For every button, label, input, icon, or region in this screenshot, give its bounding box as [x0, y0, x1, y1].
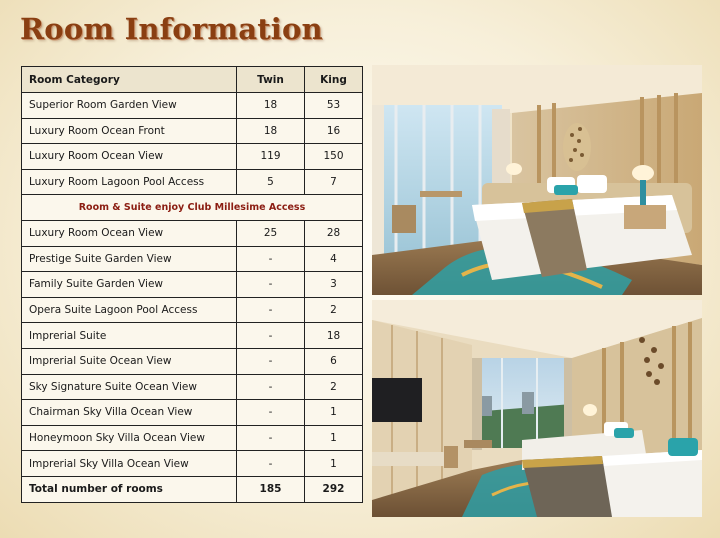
king-count: 2 — [305, 374, 363, 400]
king-count: 28 — [305, 220, 363, 246]
king-count: 4 — [305, 246, 363, 272]
table-row — [22, 246, 363, 272]
twin-count: - — [237, 400, 305, 426]
king-count: 16 — [305, 118, 363, 144]
table-row — [22, 169, 363, 195]
twin-count: 119 — [237, 144, 305, 170]
king-count: 1 — [305, 400, 363, 426]
twin-count: - — [237, 323, 305, 349]
table-row — [22, 374, 363, 400]
king-count: 150 — [305, 144, 363, 170]
twin-count: 18 — [237, 118, 305, 144]
king-count: 6 — [305, 348, 363, 374]
room-category: Imprerial Sky Villa Ocean View — [22, 451, 237, 477]
room-category: Sky Signature Suite Ocean View — [22, 374, 237, 400]
table-row — [22, 297, 363, 323]
table-row — [22, 144, 363, 170]
king-count: 7 — [305, 169, 363, 195]
twin-count: - — [237, 297, 305, 323]
table-row — [22, 400, 363, 426]
table-row — [22, 220, 363, 246]
twin-count: 18 — [237, 93, 305, 119]
twin-count: - — [237, 374, 305, 400]
page-title: Room Information — [20, 12, 323, 46]
twin-count: - — [237, 348, 305, 374]
room-category: Luxury Room Lagoon Pool Access — [22, 169, 237, 195]
room-category: Superior Room Garden View — [22, 93, 237, 119]
room-category: Luxury Room Ocean View — [22, 220, 237, 246]
header-king: King — [305, 67, 363, 93]
room-category: Family Suite Garden View — [22, 272, 237, 298]
room-category: Opera Suite Lagoon Pool Access — [22, 297, 237, 323]
room-category: Luxury Room Ocean View — [22, 144, 237, 170]
club-note: Room & Suite enjoy Club Millesime Access — [22, 195, 363, 221]
twin-count: - — [237, 451, 305, 477]
room-category: Honeymoon Sky Villa Ocean View — [22, 425, 237, 451]
table-row — [22, 323, 363, 349]
twin-count: - — [237, 425, 305, 451]
twin-count: - — [237, 246, 305, 272]
total-label: Total number of rooms — [22, 476, 237, 502]
room-category: Imprerial Suite — [22, 323, 237, 349]
total-row — [22, 476, 363, 502]
table-row — [22, 451, 363, 477]
club-note-row — [22, 195, 363, 221]
table-row — [22, 348, 363, 374]
room-category: Chairman Sky Villa Ocean View — [22, 400, 237, 426]
twin-room-photo — [372, 300, 702, 517]
king-count: 53 — [305, 93, 363, 119]
king-count: 18 — [305, 323, 363, 349]
king-room-photo — [372, 65, 702, 295]
king-count: 2 — [305, 297, 363, 323]
total-twin: 185 — [237, 476, 305, 502]
king-count: 3 — [305, 272, 363, 298]
room-category: Luxury Room Ocean Front — [22, 118, 237, 144]
twin-count: 5 — [237, 169, 305, 195]
header-room-category: Room Category — [22, 67, 237, 93]
table-row — [22, 118, 363, 144]
table-row — [22, 93, 363, 119]
room-category: Imprerial Suite Ocean View — [22, 348, 237, 374]
table-header-row — [22, 67, 363, 93]
twin-count: 25 — [237, 220, 305, 246]
twin-count: - — [237, 272, 305, 298]
total-king: 292 — [305, 476, 363, 502]
table-row — [22, 272, 363, 298]
king-count: 1 — [305, 451, 363, 477]
king-count: 1 — [305, 425, 363, 451]
table-row — [22, 425, 363, 451]
header-twin: Twin — [237, 67, 305, 93]
room-category: Prestige Suite Garden View — [22, 246, 237, 272]
room-table — [21, 66, 363, 503]
